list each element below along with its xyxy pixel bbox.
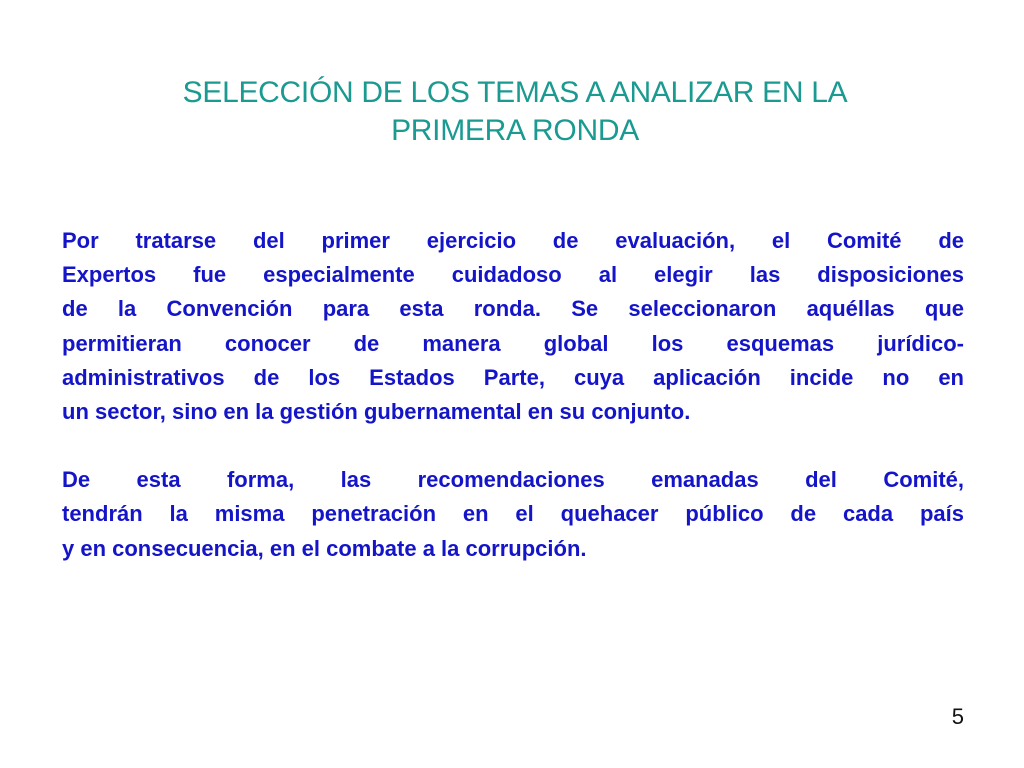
slide-title-line: PRIMERA RONDA	[391, 114, 639, 148]
page-number: 5	[951, 704, 964, 729]
paragraph-line: administrativos de los Estados Parte, cuya aplicación incide no en	[62, 364, 964, 390]
paragraph-line: De esta forma, las recomendaciones emanadas del Comité,	[62, 467, 964, 493]
paragraph-line: Por tratarse del primer ejercicio de evaluación, el Comité de	[62, 228, 964, 253]
paragraph-line: de la Convención para esta ronda. Se seleccionaron aquéllas que	[62, 296, 964, 322]
paragraph-line: tendrán la misma penetración en el quehacer público de cada país	[62, 501, 964, 527]
paragraph-line: un sector, sino en la gestión gubernamental en su conjunto.	[62, 399, 691, 425]
paragraph-line: permitieran conocer de manera global los esquemas jurídico-	[62, 330, 964, 356]
paragraph-line: y en consecuencia, en el combate a la corrupción.	[62, 535, 587, 561]
slide-title-line: SELECCIÓN DE LOS TEMAS A ANALIZAR EN LA	[182, 76, 848, 110]
paragraph-line: Expertos fue especialmente cuidadoso al elegir las disposiciones	[62, 262, 964, 288]
slide-body	[62, 224, 964, 566]
paragraph-recommendations	[62, 463, 964, 566]
paragraph-first-round	[62, 224, 964, 429]
slide-title	[100, 74, 930, 150]
